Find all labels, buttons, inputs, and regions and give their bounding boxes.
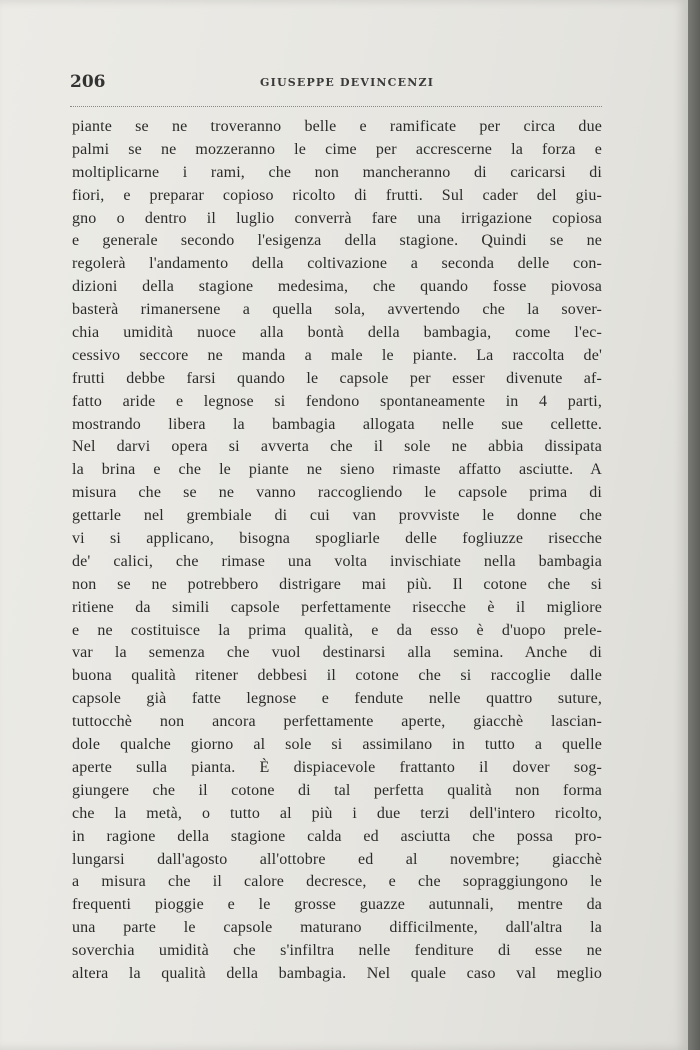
text-line: in ragione della stagione calda ed asciutta che possa pro-	[72, 827, 602, 845]
text-line: cessivo seccore ne manda a male le piante. La raccolta de'	[72, 346, 602, 364]
text-line: che la metà, o tutto al più i due terzi dell'intero ricolto,	[72, 804, 602, 822]
text-line: var la semenza che vuol destinarsi alla semina. Anche di	[72, 644, 602, 662]
text-line: fatto aride e legnose si fendono spontaneamente in 4 parti,	[72, 392, 602, 410]
text-line: dole qualche giorno al sole si assimilano in tutto a quelle	[72, 736, 602, 754]
text-line: basterà rimanersene a quella sola, avvertendo che la sover-	[72, 301, 602, 319]
text-line: gno o dentro il luglio converrà fare una irrigazione copiosa	[72, 209, 602, 227]
page-edge	[688, 0, 700, 1050]
text-line: aperte sulla pianta. È dispiacevole frattanto il dover sog-	[72, 758, 602, 776]
text-line: ritiene da simili capsole perfettamente risecche è il migliore	[72, 598, 602, 616]
text-line: a misura che il calore decresce, e che sopraggiungono le	[72, 873, 602, 891]
text-line: de' calici, che rimase una volta invischiate nella bambagia	[72, 552, 602, 570]
text-line: la brina e che le piante ne sieno rimaste affatto asciutte. A	[72, 461, 602, 479]
body-text	[72, 116, 602, 986]
text-line: regolerà l'andamento della coltivazione a seconda delle con-	[72, 255, 602, 273]
text-line: palmi se ne mozzeranno le cime per accrescerne la forza e	[72, 140, 602, 158]
text-line: capsole già fatte legnose e fendute nelle quattro suture,	[72, 690, 602, 708]
text-line: mostrando libera la bambagia allogata nelle sue cellette.	[72, 415, 602, 433]
text-line: vi si applicano, bisogna spogliarle delle fogliuzze risecche	[72, 530, 602, 548]
text-line: tuttocchè non ancora perfettamente aperte, giacchè lascian-	[72, 713, 602, 731]
page-number: 206	[70, 72, 106, 92]
text-line: Nel darvi opera si avverta che il sole ne abbia dissipata	[72, 438, 602, 456]
text-line: fiori, e preparar copioso ricolto di frutti. Sul cader del giu-	[72, 186, 602, 204]
text-line: frutti debbe farsi quando le capsole per esser divenute af-	[72, 369, 602, 387]
text-line: chia umidità nuoce alla bontà della bambagia, come l'ec-	[72, 324, 602, 342]
text-line: e generale secondo l'esigenza della stagione. Quindi se ne	[72, 232, 602, 250]
text-line: non se ne potrebbero distrigare mai più. Il cotone che si	[72, 575, 602, 593]
page-header	[70, 72, 600, 96]
text-line: moltiplicarne i rami, che non mancheranno di caricarsi di	[72, 163, 602, 181]
text-line: lungarsi dall'agosto all'ottobre ed al novembre; giacchè	[72, 850, 602, 868]
text-line: dizioni della stagione medesima, che quando fosse piovosa	[72, 278, 602, 296]
text-line: misura che se ne vanno raccogliendo le capsole prima di	[72, 484, 602, 502]
text-line: frequenti pioggie e le grosse guazze autunnali, mentre da	[72, 896, 602, 914]
text-line: una parte le capsole maturano difficilmente, dall'altra la	[72, 919, 602, 937]
text-line: piante se ne troveranno belle e ramificate per circa due	[72, 118, 602, 135]
text-line: altera la qualità della bambagia. Nel quale caso val meglio	[72, 964, 602, 982]
header-rule	[70, 106, 602, 107]
running-head: GIUSEPPE DEVINCENZI	[260, 76, 435, 89]
text-line: giungere che il cotone di tal perfetta qualità non forma	[72, 781, 602, 799]
text-line: soverchia umidità che s'infiltra nelle fenditure di esse ne	[72, 942, 602, 960]
text-line: buona qualità ritener debbesi il cotone che si raccoglie dalle	[72, 667, 602, 685]
text-line: e ne costituisce la prima qualità, e da esso è d'uopo prele-	[72, 621, 602, 639]
text-line: gettarle nel grembiale di cui van provviste le donne che	[72, 507, 602, 525]
